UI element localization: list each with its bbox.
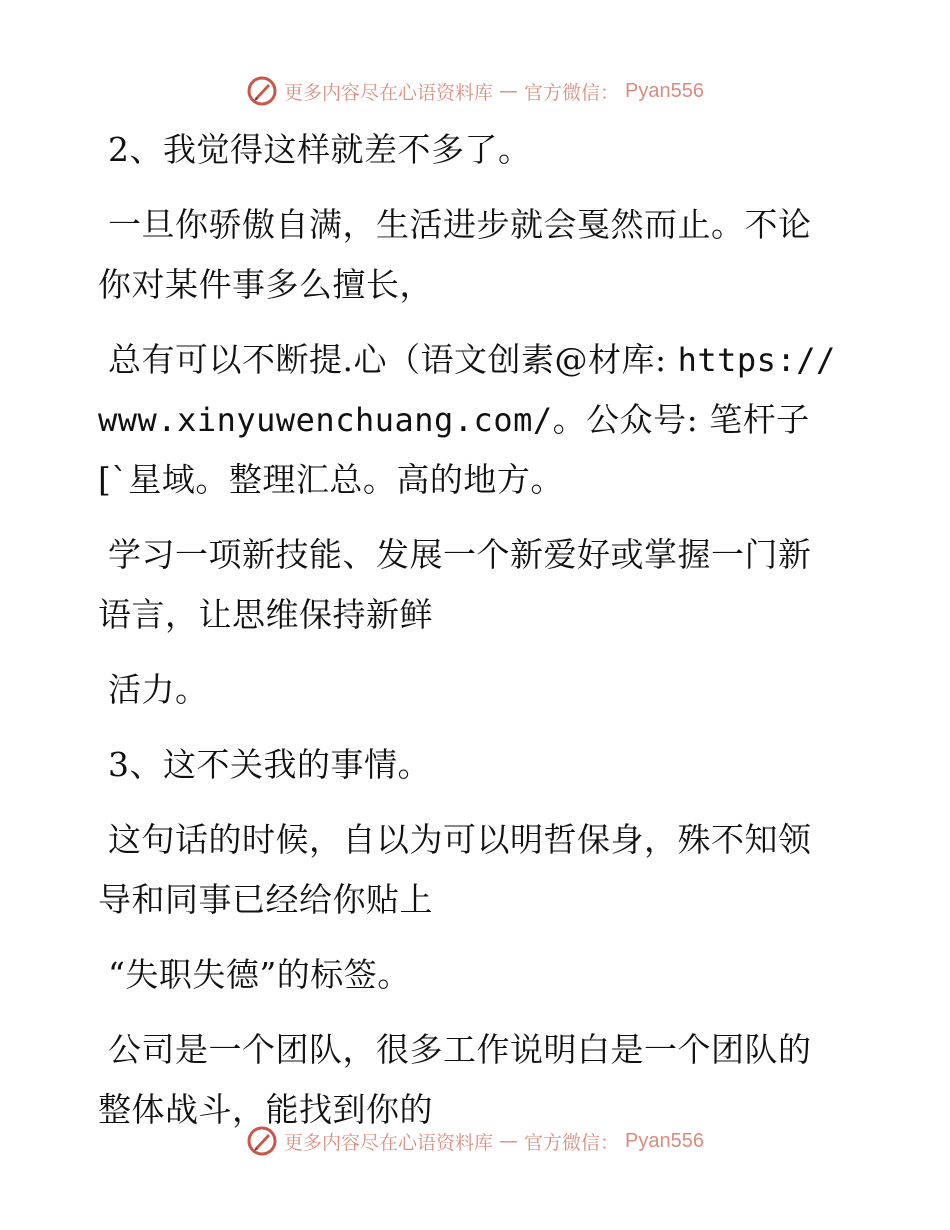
paragraph-prefix: 总有可以不断提.心（语文创素@材库: — [108, 340, 678, 379]
header-watermark — [0, 71, 950, 111]
paragraph: 一旦你骄傲自满，生活进步就会戛然而止。不论你对某件事多么擅长， — [98, 205, 812, 304]
paragraph-heading-2: 2、我觉得这样就差不多了。 — [108, 130, 532, 169]
quill-pen-logo-icon — [246, 1125, 278, 1157]
paragraph: 学习一项新技能、发展一个新爱好或掌握一门新语言，让思维保持新鲜 — [98, 535, 812, 634]
watermark-text: 更多内容尽在心语资料库 — [284, 1131, 494, 1154]
watermark-contact-label: 官方微信： — [524, 81, 620, 104]
paragraph: 活力。 — [108, 670, 209, 709]
website-url: https://www.xinyuwenchuang.com/ — [98, 341, 836, 439]
watermark-text: 更多内容尽在心语资料库 — [284, 81, 494, 104]
watermark-separator: — — [499, 80, 519, 102]
paragraph: 这句话的时候，自以为可以明哲保身，殊不知领导和同事已经给你贴上 — [98, 820, 812, 919]
paragraph: 公司是一个团队，很多工作说明白是一个团队的整体战斗，能找到你的 — [98, 1030, 812, 1129]
quill-pen-logo-icon — [246, 75, 278, 107]
paragraph-with-link — [98, 330, 838, 510]
document-body — [98, 120, 838, 1155]
footer-watermark — [0, 1121, 950, 1161]
watermark-separator: — — [499, 1130, 519, 1152]
watermark-contact-id: Pyan556 — [625, 79, 704, 102]
paragraph-heading-3: 3、这不关我的事情。 — [108, 745, 431, 784]
watermark-contact-id: Pyan556 — [625, 1129, 704, 1152]
paragraph-suffix: 。公众号: 笔杆子[`星域。整理汇总。高的地方。 — [98, 400, 810, 499]
paragraph: “失职失德”的标签。 — [108, 955, 411, 994]
watermark-contact-label: 官方微信： — [524, 1131, 620, 1154]
